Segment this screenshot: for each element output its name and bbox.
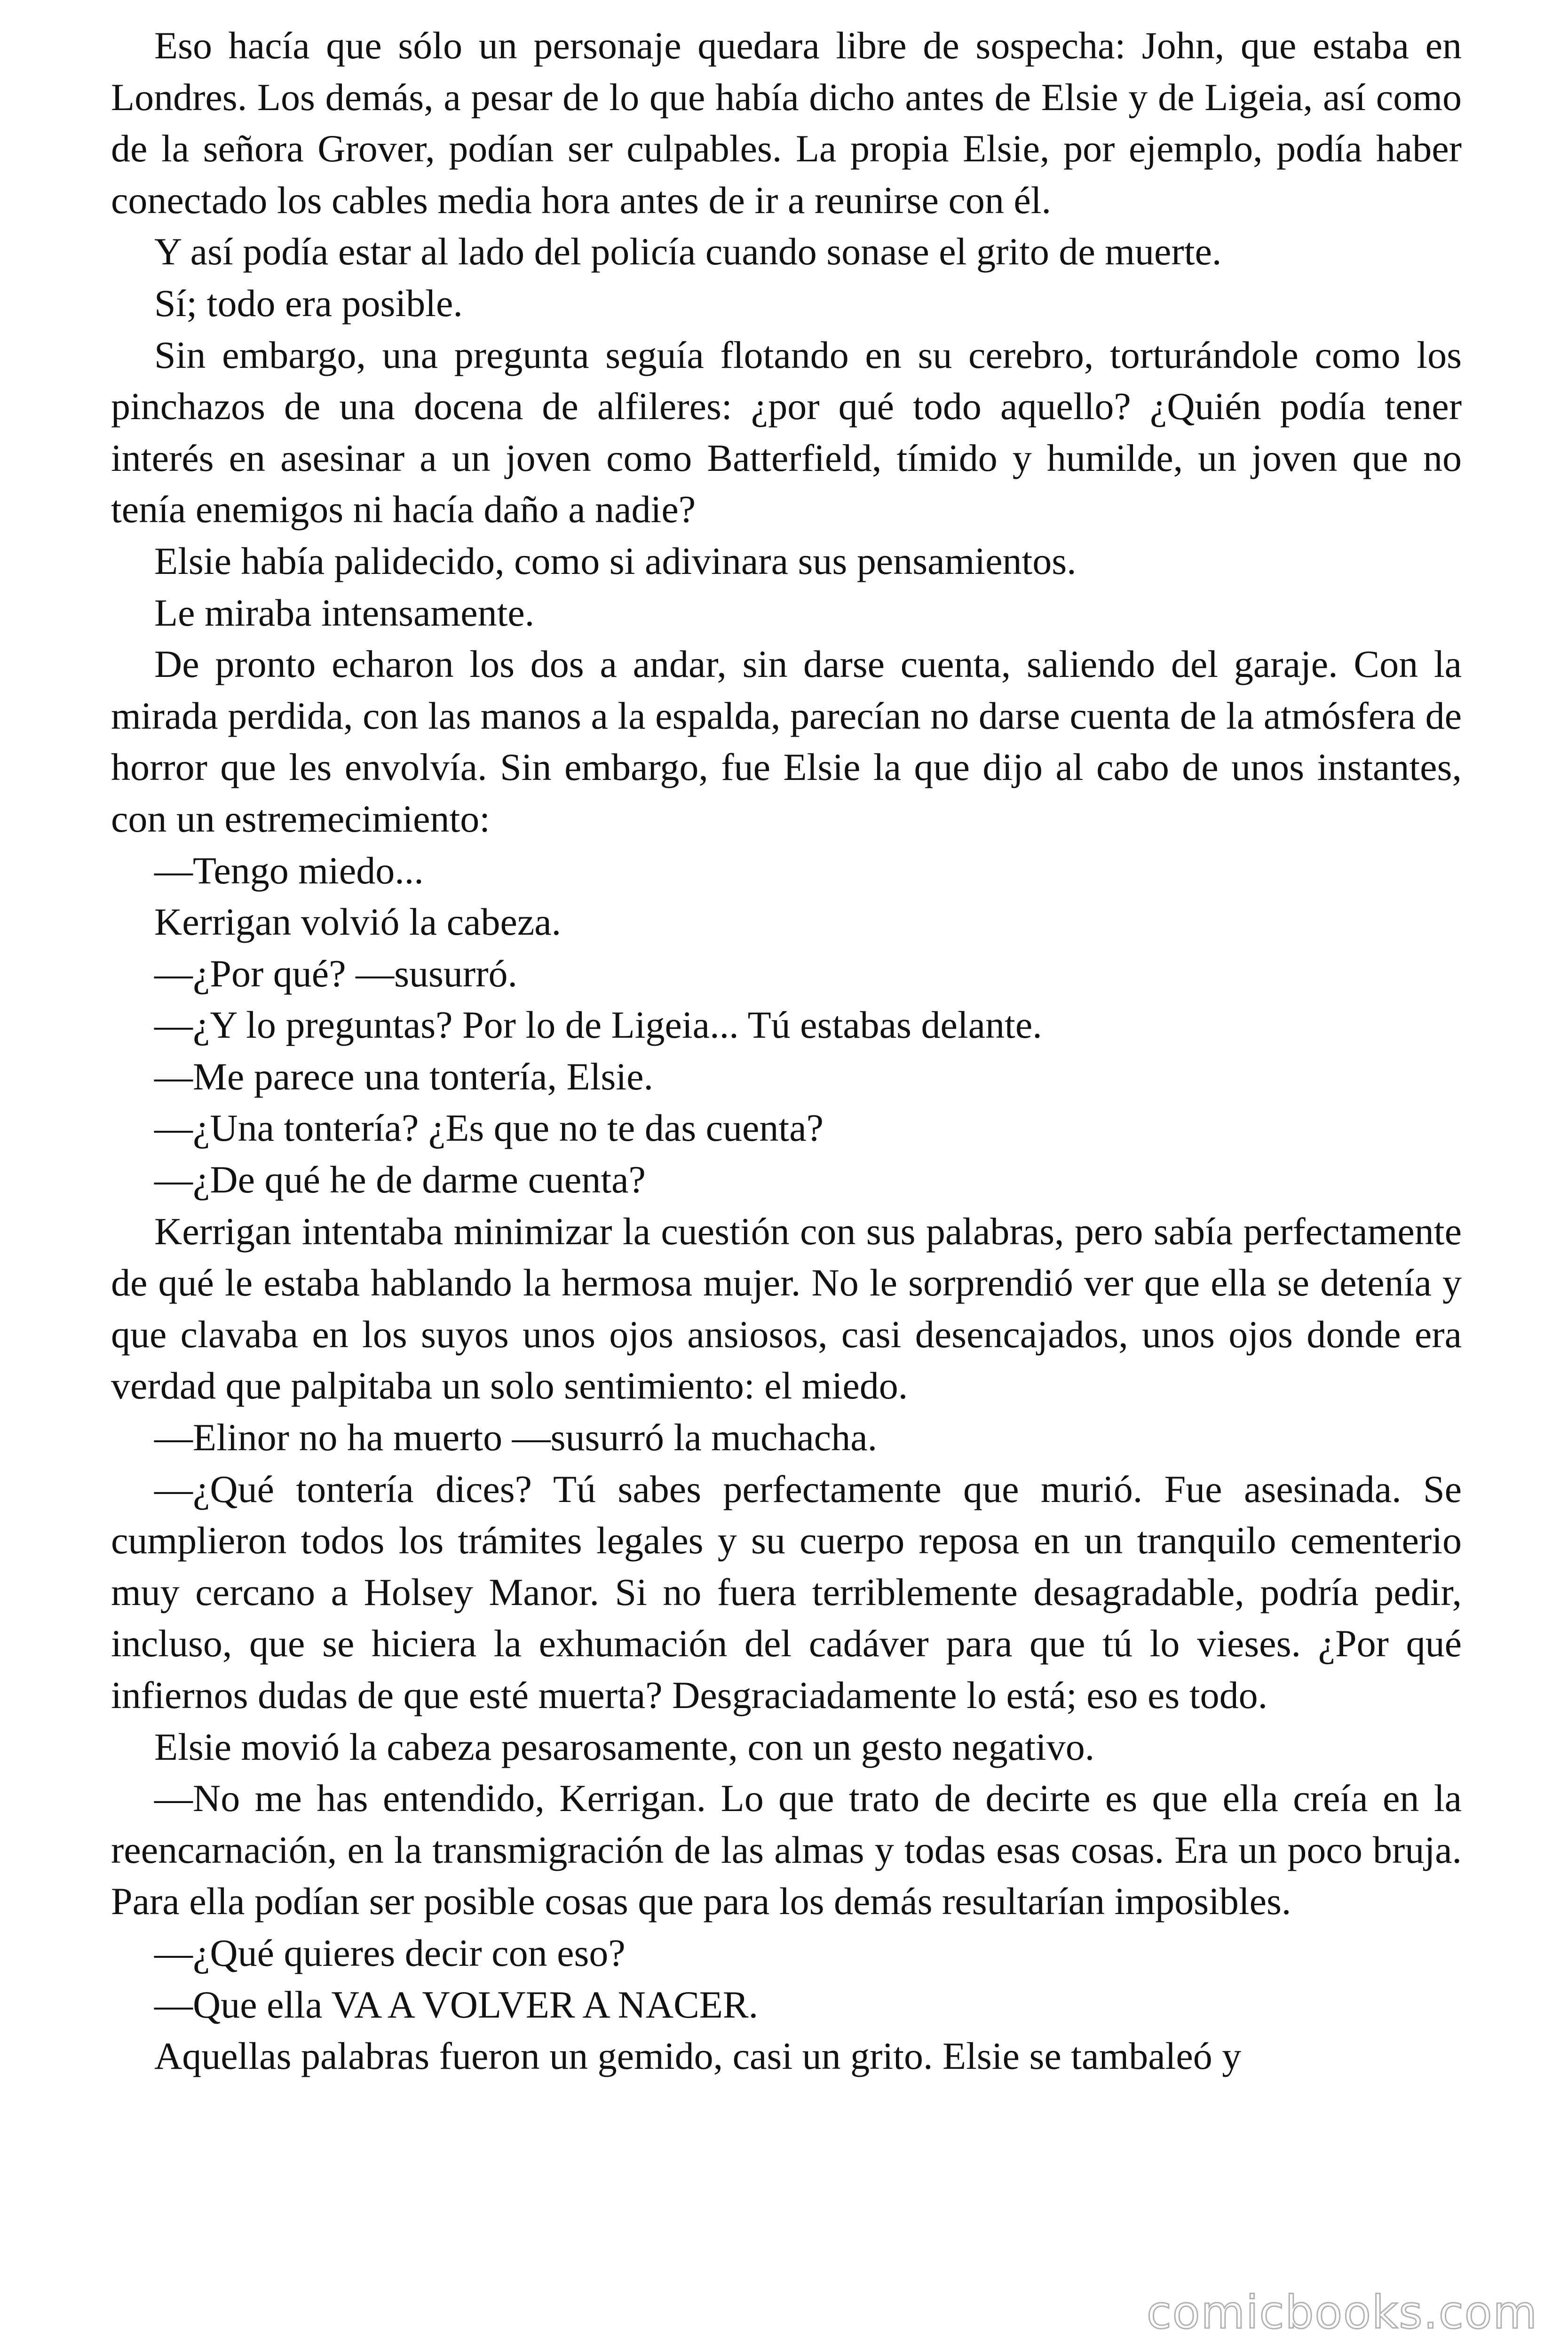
paragraph: Sin embargo, una pregunta seguía flotando en su cerebro, torturándole como los pinchazos de una docena de alfileres: ¿por qué todo aquello? ¿Quién podía tener interés en asesinar a un joven como Batterfield, tímido y humilde, un joven que no tenía enemigos ni hacía daño a nadie? <box>111 333 1462 531</box>
paragraph: Sí; todo era posible. <box>154 281 463 325</box>
dialogue-paragraph: —¿Por qué? —susurró. <box>154 952 518 995</box>
dialogue-paragraph: —Me parece una tontería, Elsie. <box>154 1055 653 1098</box>
paragraph: De pronto echaron los dos a andar, sin darse cuenta, saliendo del garaje. Con la mirada perdida, con las manos a la espalda, parecían no darse cuenta de la atmósfera de horror que les envolvía. Sin embargo, fue Elsie la que dijo al cabo de unos instantes, con un estremecimiento: <box>111 643 1462 840</box>
paragraph: Aquellas palabras fueron un gemido, casi un grito. Elsie se tambaleó y <box>154 2034 1242 2078</box>
paragraph: Eso hacía que sólo un personaje quedara libre de sospecha: John, que estaba en Londres. Los demás, a pesar de lo que había dicho antes de Elsie y de Ligeia, así como de la señora Grover, podían ser culpables. La propia Elsie, por ejemplo, podía haber conectado los cables media hora antes de ir a reunirse con él. <box>111 24 1462 222</box>
dialogue-paragraph: —Que ella VA A VOLVER A NACER. <box>154 1983 759 2026</box>
paragraph: Elsie movió la cabeza pesarosamente, con un gesto negativo. <box>154 1725 1095 1768</box>
paragraph: Kerrigan intentaba minimizar la cuestión con sus palabras, pero sabía perfectamente de qué le estaba hablando la hermosa mujer. No le sorprendió ver que ella se detenía y que clavaba en los suyos unos ojos ansiosos, casi desencajados, unos ojos donde era verdad que palpitaba un solo sentimiento: el miedo. <box>111 1209 1462 1407</box>
dialogue-paragraph: —¿Qué quieres decir con eso? <box>154 1931 626 1974</box>
dialogue-paragraph: —Elinor no ha muerto —susurró la muchacha. <box>154 1416 878 1459</box>
dialogue-paragraph: —¿Y lo preguntas? Por lo de Ligeia... Tú estabas delante. <box>154 1003 1042 1047</box>
paragraph: Y así podía estar al lado del policía cuando sonase el grito de muerte. <box>154 230 1222 273</box>
paragraph: Le miraba intensamente. <box>154 591 535 634</box>
paragraph: Kerrigan volvió la cabeza. <box>154 900 562 944</box>
dialogue-paragraph: —No me has entendido, Kerrigan. Lo que trato de decirte es que ella creía en la reencarnación, en la transmigración de las almas y todas esas cosas. Era un poco bruja. Para ella podían ser posible cosas que para los demás resultarían imposibles. <box>111 1777 1462 1923</box>
dialogue-paragraph: —¿De qué he de darme cuenta? <box>154 1158 646 1201</box>
dialogue-paragraph: —Tengo miedo... <box>154 849 424 892</box>
dialogue-paragraph: —¿Qué tontería dices? Tú sabes perfectamente que murió. Fue asesinada. Se cumplieron todos los trámites legales y su cuerpo reposa en un tranquilo cementerio muy cercano a Holsey Manor. Si no fuera terriblemente desagradable, podría pedir, incluso, que se hiciera la exhumación del cadáver para que tú lo vieses. ¿Por qué infiernos dudas de que esté muerta? Desgraciadamente lo está; eso es todo. <box>111 1467 1462 1716</box>
paragraph: Elsie había palidecido, como si adivinara sus pensamientos. <box>154 539 1077 582</box>
watermark: comicbooks.com <box>1146 2286 1538 2339</box>
page-body-text <box>111 20 1462 2082</box>
dialogue-paragraph: —¿Una tontería? ¿Es que no te das cuenta? <box>154 1106 824 1150</box>
